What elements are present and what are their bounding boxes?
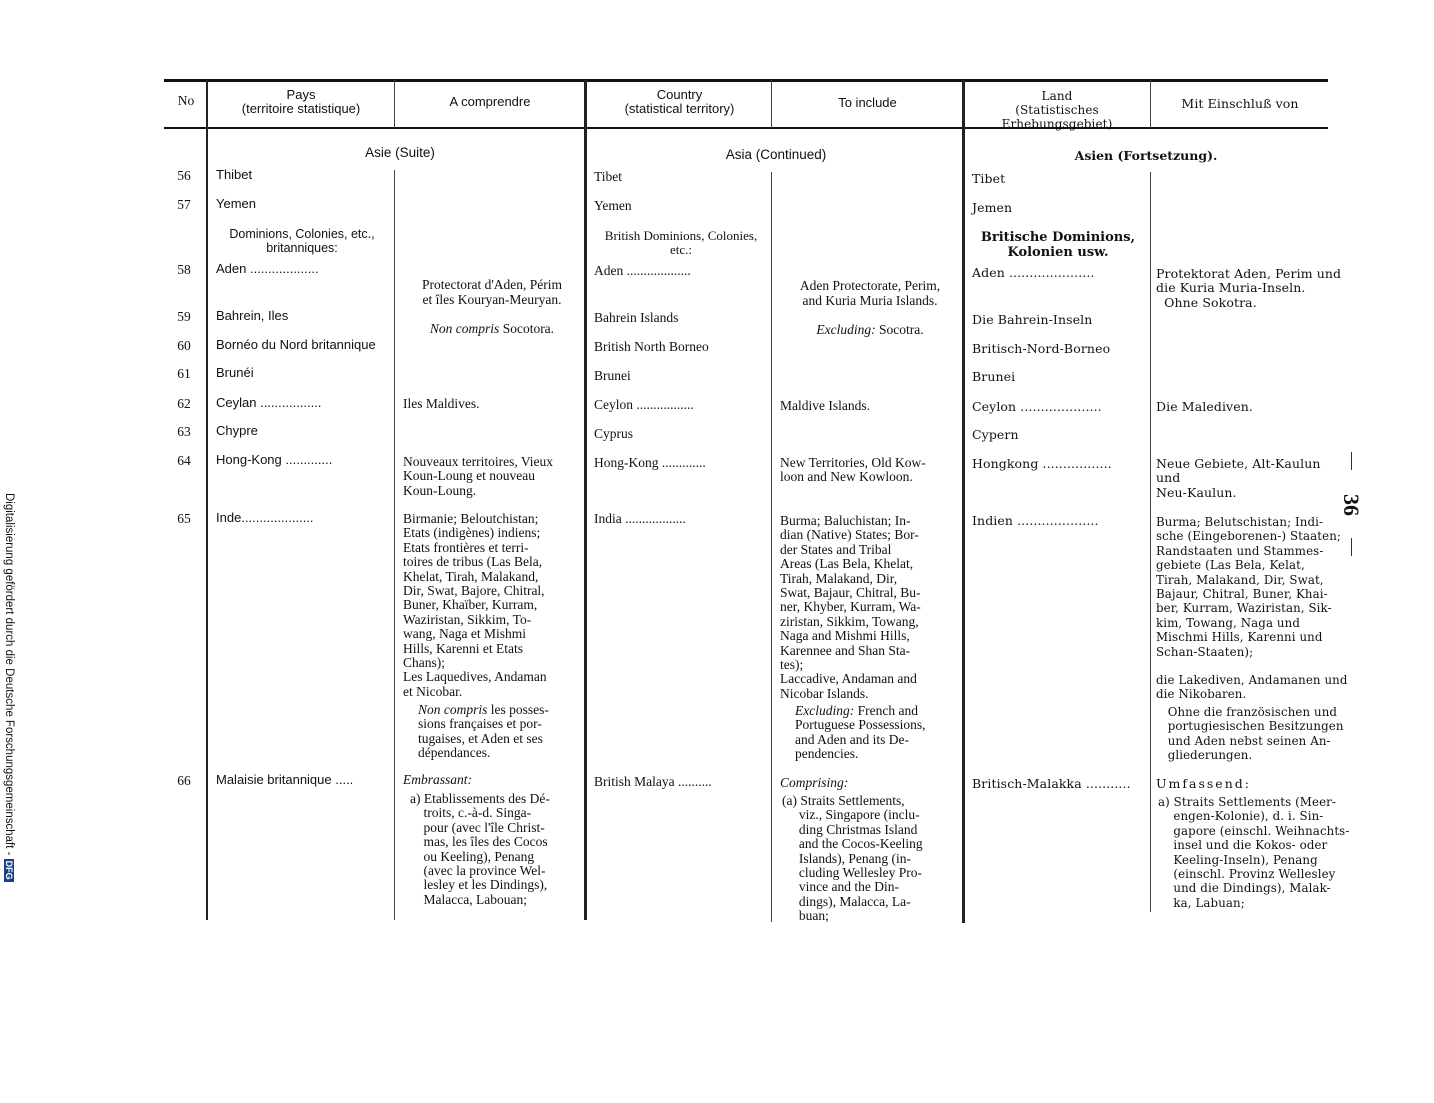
margin-mark	[1351, 452, 1352, 470]
col-line-6-body	[1150, 172, 1151, 912]
header-a-comprendre: A comprendre	[449, 94, 531, 109]
section-title-de: Asien (Fortsetzung).	[1074, 148, 1218, 163]
fr-territory: Brunéi	[216, 365, 254, 380]
fr-include: a) Etablissements des Dé- troits, c.-à-d. Singa- pour (avec l'île Christ- mas, les îles des Cocos ou Keeling), Penang (avec la province Wel- lesley et les Dindings), Malacca, Labouan;	[410, 791, 550, 907]
de-territory: Britisch-Malakka ...........	[972, 776, 1131, 791]
en-territory: Yemen	[594, 198, 632, 213]
fr-territory: Bornéo du Nord britannique	[216, 337, 376, 352]
col-line-1	[206, 80, 208, 920]
fr-territory: Thibet	[216, 167, 253, 182]
de-territory: Indien ....................	[972, 513, 1099, 528]
en-excl-text: French and Portuguese Possessions, and Aden and its De- pendencies.	[795, 703, 926, 762]
fr-territory: Aden ...................	[216, 261, 319, 276]
col-line-6	[1150, 80, 1151, 128]
en-territory: Bahrein Islands	[594, 310, 679, 325]
row-no: 66	[177, 773, 191, 788]
de-territory: Hongkong .................	[972, 456, 1112, 471]
en-include: (a) Straits Settlements, viz., Singapore (inclu- ding Christmas Island and the Cocos-Keeling Islands), Penang (in- cluding Wellesley Pro- vince and the Din- dings), Malacca, La- buan;	[782, 793, 923, 924]
fr-territory: Yemen	[216, 196, 256, 211]
fr-include: Iles Maldives.	[403, 396, 480, 411]
de-include-head: Umfassend:	[1156, 776, 1251, 791]
de-territory: Britisch-Nord-Borneo	[972, 341, 1111, 356]
fr-excl-label: Non compris	[429, 320, 500, 336]
col-line-5	[962, 80, 965, 923]
de-territory: Tibet	[972, 171, 1006, 186]
fr-excl-label: Non compris	[418, 702, 488, 717]
header-to-include: To include	[838, 95, 897, 110]
de-territory: Die Bahrein-Inseln	[972, 312, 1093, 327]
header-pays: Pays (territoire statistique)	[241, 87, 361, 116]
en-subhead: British Dominions, Colonies, etc.:	[604, 228, 758, 257]
row-no: 61	[177, 366, 191, 381]
de-territory: Ceylon ....................	[972, 399, 1102, 414]
de-include: Neue Gebiete, Alt-Kaulun und Neu-Kaulun.	[1156, 456, 1321, 500]
en-territory: British North Borneo	[594, 339, 709, 354]
en-territory: Cyprus	[594, 426, 634, 441]
fr-include: Nouveaux territoires, Vieux Koun-Loung et nouveau Koun-Loung.	[403, 454, 554, 498]
col-line-2-body	[394, 170, 395, 920]
en-include-excl	[795, 704, 959, 762]
header-mit: Mit Einschluß von	[1181, 96, 1299, 111]
margin-mark	[1351, 538, 1352, 556]
fr-territory: Inde....................	[216, 510, 314, 525]
header-no: No	[177, 93, 195, 108]
fr-territory: Ceylan .................	[216, 395, 322, 410]
de-territory: Brunei	[972, 369, 1016, 384]
de-territory: Cypern	[972, 427, 1019, 442]
row-no: 63	[177, 424, 191, 439]
row-no: 57	[177, 197, 191, 212]
fr-include-excl	[418, 703, 578, 761]
de-include: Die Malediven.	[1156, 399, 1253, 414]
row-no: 56	[177, 168, 191, 183]
digitization-note	[3, 493, 15, 1103]
en-territory: Tibet	[594, 169, 623, 184]
en-territory: Ceylon .................	[594, 397, 694, 412]
en-include-text: Aden Protectorate, Perim, and Kuria Muria Islands.	[799, 278, 941, 308]
fr-include-text: Protectorat d'Aden, Périm et îles Kouryan-Meuryan.	[421, 277, 563, 307]
col-line-2	[394, 80, 395, 128]
en-territory: British Malaya ..........	[594, 774, 712, 789]
en-territory: Brunei	[594, 368, 631, 383]
digitization-text: Digitalisierung gefördert durch die Deutsche Forschungsgemeinschaft -	[3, 493, 15, 856]
header-bottom-rule	[164, 127, 1328, 129]
fr-excl-text: les posses- sions françaises et por- tugaises, et Aden et ses dépendances.	[418, 702, 549, 761]
section-title-en: Asia (Continued)	[725, 147, 827, 162]
en-territory: Hong-Kong .............	[594, 455, 706, 470]
fr-territory: Bahrein, Iles	[216, 308, 289, 323]
de-territory: Aden .....................	[972, 265, 1095, 280]
page-number: 36	[1339, 494, 1364, 516]
col-line-4	[771, 80, 772, 128]
fr-territory: Chypre	[216, 423, 258, 438]
fr-subhead: Dominions, Colonies, etc., britanniques:	[229, 227, 375, 255]
fr-include: Birmanie; Beloutchistan; Etats (indigènes) indiens; Etats frontières et terri- toires de tribus (Las Bela, Khelat, Tirah, Malakand, Dir, Swat, Bajore, Chitral, Buner, Khaïber, Kurram, Waziristan, Sikkim, To- wang, Naga et Mishmi Hills, Karenni et Etats Chans); Les Laquedives, Andaman et Nicobar.	[403, 511, 547, 699]
en-excl-label: Excluding:	[816, 321, 876, 337]
de-territory: Jemen	[972, 200, 1013, 215]
de-include: Protektorat Aden, Perim und die Kuria Muria-Inseln. Ohne Sokotra.	[1156, 266, 1342, 310]
section-title-fr: Asie (Suite)	[365, 145, 435, 160]
en-include-head: Comprising:	[780, 775, 849, 790]
de-include: a) Straits Settlements (Meer- engen-Kolonie), d. i. Sin- gapore (einschl. Weihnachts- insel und die Kokos- oder Keeling-Inseln), Penang (einschl. Provinz Wellesley und die Dindings), Malak- ka, Labuan;	[1158, 795, 1350, 910]
dfg-logo: DFG	[4, 860, 14, 880]
en-territory: Aden ...................	[594, 263, 691, 278]
row-no: 58	[177, 262, 191, 277]
en-include	[780, 265, 960, 337]
de-subhead: Britische Dominions, Kolonien usw.	[980, 230, 1136, 260]
fr-include	[403, 264, 581, 336]
en-territory: India ..................	[594, 511, 686, 526]
en-include: Maldive Islands.	[780, 398, 870, 413]
top-rule	[164, 79, 1328, 82]
col-line-3	[584, 80, 587, 920]
header-country: Country (statistical territory)	[624, 87, 735, 116]
row-no: 60	[177, 338, 191, 353]
de-include: Ohne die französischen und portugiesischen Besitzungen und Aden nebst seinen An- gliederungen.	[1167, 705, 1344, 763]
col-line-4-body	[771, 172, 772, 922]
row-no: 64	[177, 453, 191, 468]
row-no: 62	[177, 396, 191, 411]
header-land: Land (Statistisches Erhebungsgebiet)	[1001, 89, 1113, 131]
de-include: die Lakediven, Andamanen und die Nikobaren.	[1156, 673, 1348, 702]
fr-territory: Hong-Kong .............	[216, 452, 333, 467]
row-no: 65	[177, 511, 191, 526]
en-include: New Territories, Old Kow- loon and New Kowloon.	[780, 455, 926, 485]
fr-excl-text: Socotora.	[499, 320, 555, 336]
fr-include-head: Embrassant:	[403, 772, 473, 787]
de-include: Burma; Belutschistan; Indi- sche (Eingeborenen-) Staaten; Randstaaten und Stammes- gebiete (Las Bela, Kelat, Tirah, Malakand, Dir, Swat, Bajaur, Chitral, Buner, Khai- ber, Kurram, Waziristan, Sik- kim, Towang, Naga und Mischmi Hills, Karenni und Schan-Staaten);	[1156, 515, 1341, 659]
en-excl-text: Socotra.	[875, 321, 924, 337]
fr-territory: Malaisie britannique .....	[216, 772, 354, 787]
en-include: Burma; Baluchistan; In- dian (Native) States; Bor- der States and Tribal Areas (Las Bela, Khelat, Tirah, Malakand, Dir, Swat, Bajaur, Chitral, Bu- ner, Khyber, Kurram, Wa- ziristan, Sikkim, Towang, Naga and Mishmi Hills, Karennee and Shan Sta- tes); Laccadive, Andaman and Nicobar Islands.	[780, 513, 921, 701]
en-excl-label: Excluding:	[795, 703, 855, 718]
row-no: 59	[177, 309, 191, 324]
